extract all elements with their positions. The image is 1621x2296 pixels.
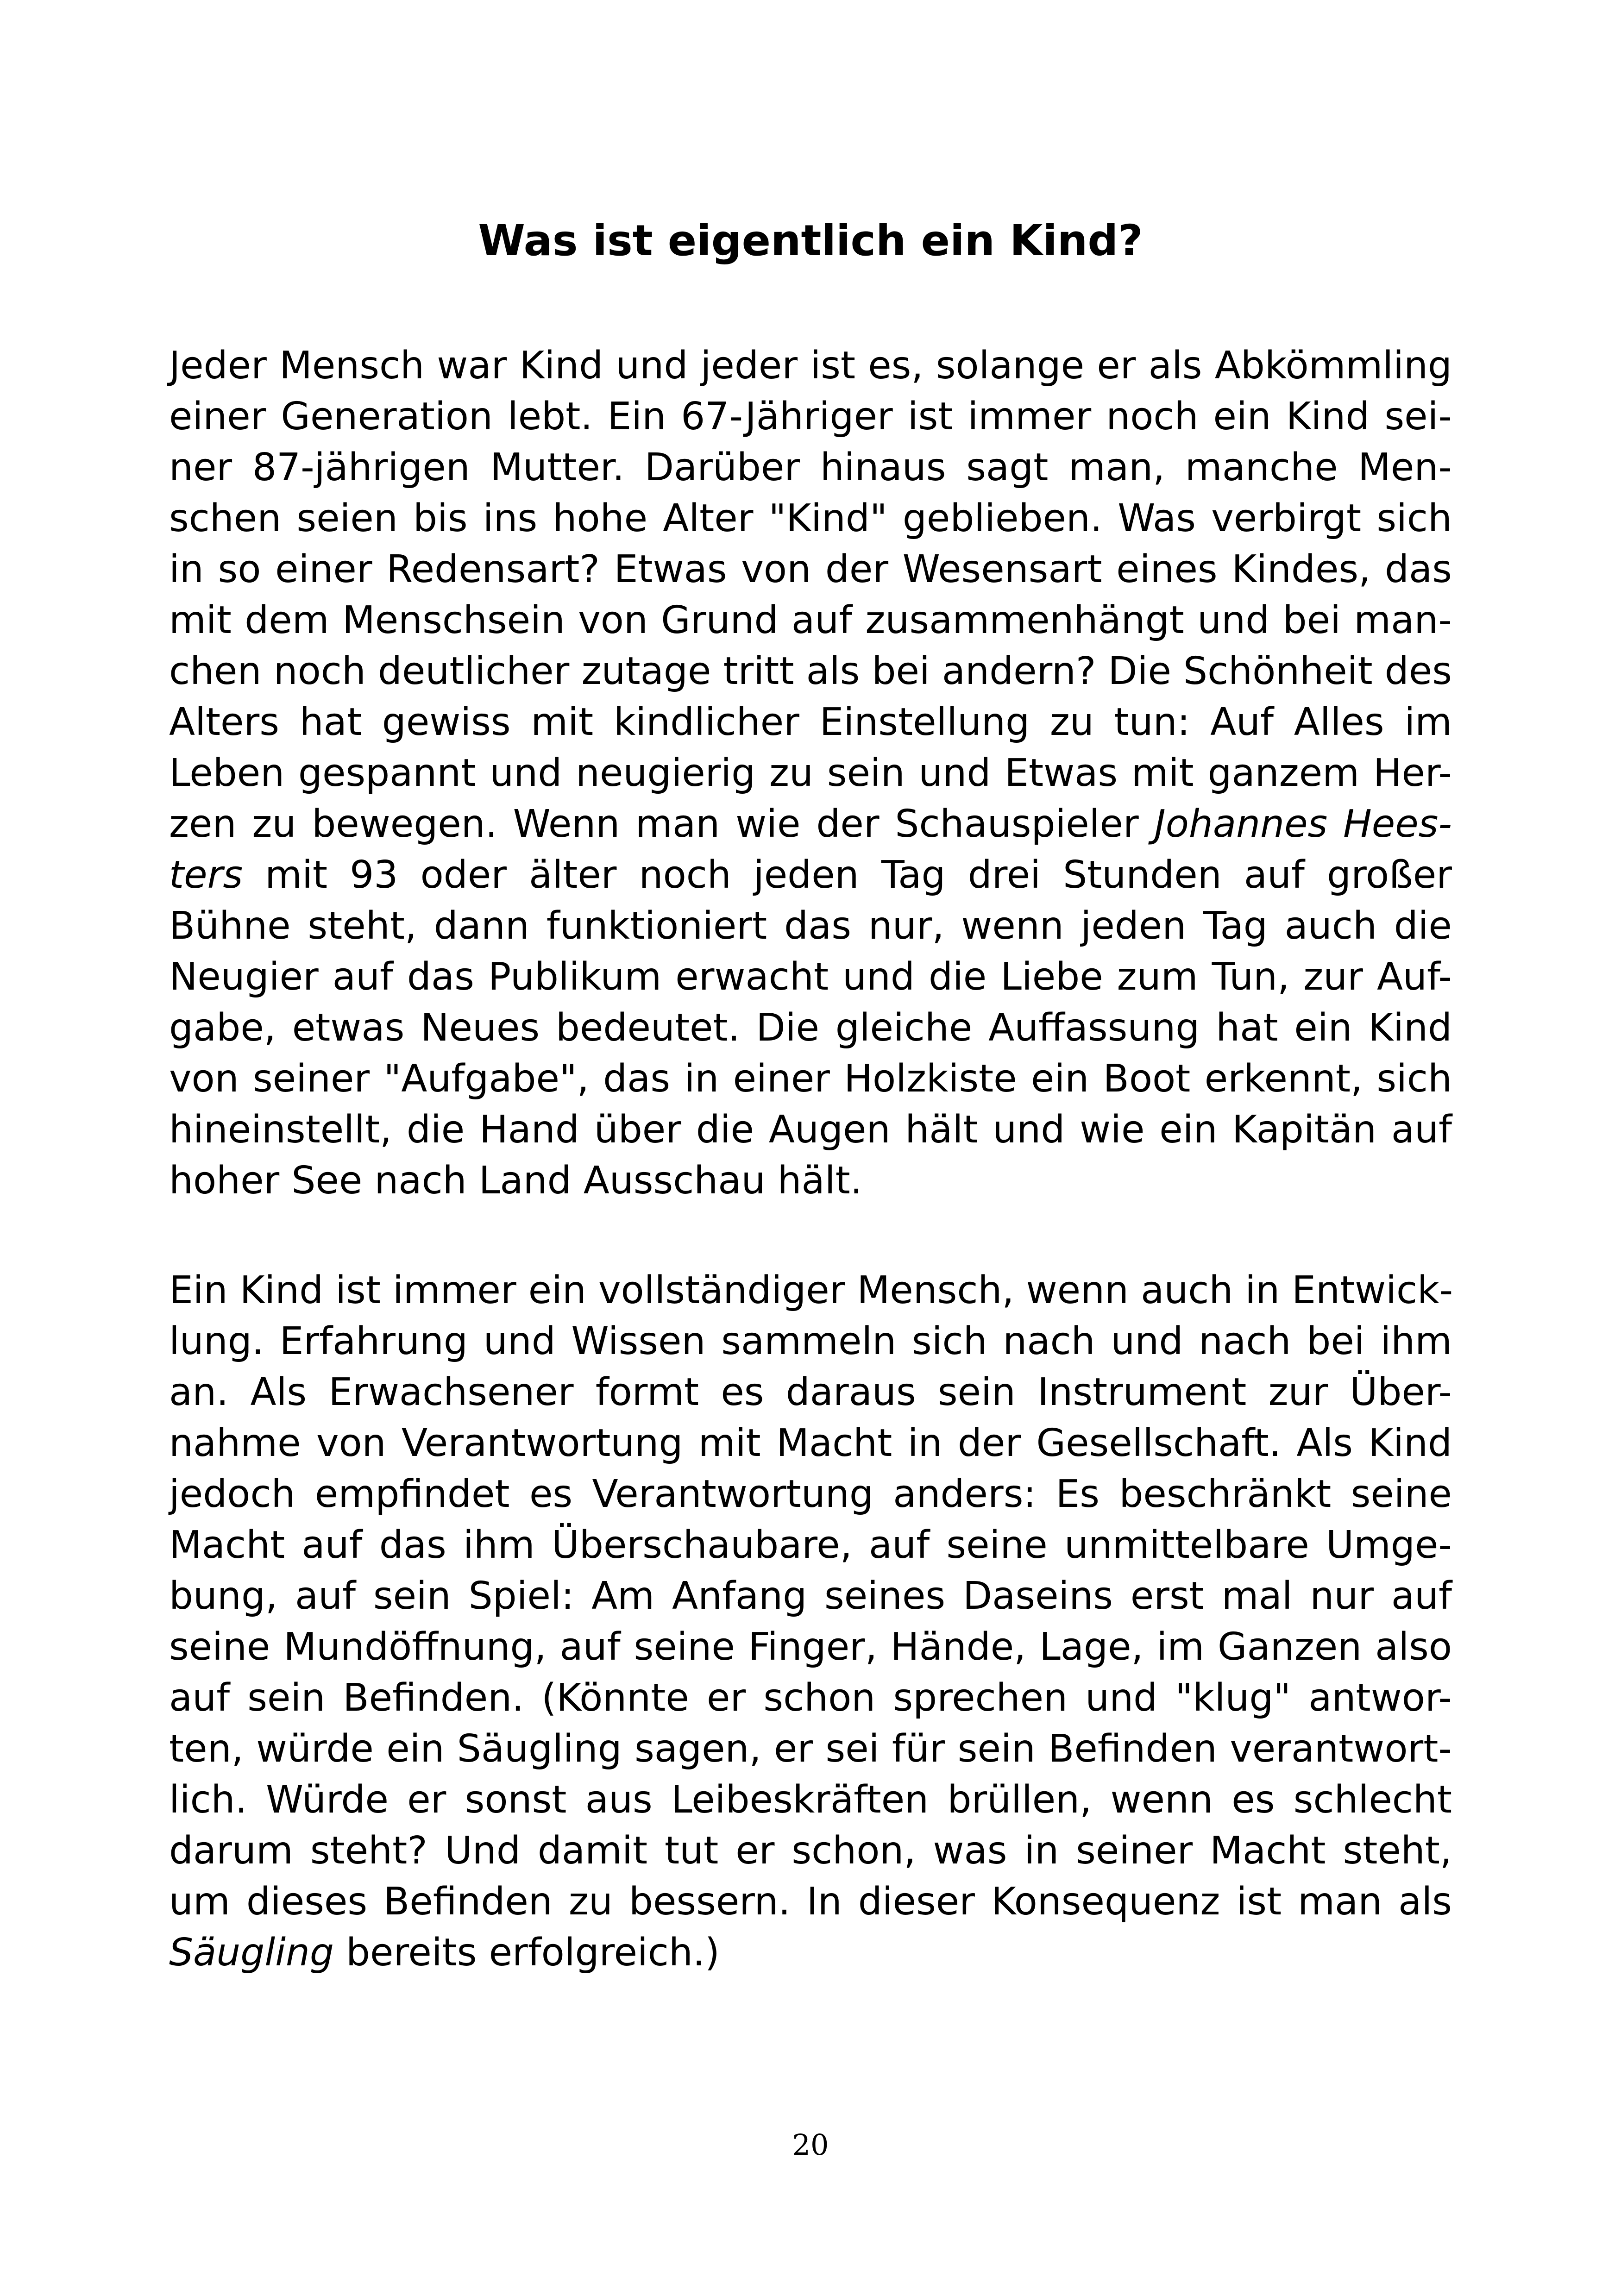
text-run: mit 93 oder älter noch jeden Tag drei Stunden auf großer: [243, 853, 1452, 897]
text-line: Alters hat gewiss mit kindlicher Einstellung zu tun: Auf Alles im: [169, 700, 1452, 744]
text-line: Ein Kind ist immer ein vollständiger Mensch, wenn auch in Entwick-: [169, 1268, 1453, 1312]
text-line: in so einer Redensart? Etwas von der Wesensart eines Kindes, das: [169, 547, 1452, 591]
italic-word: Säugling: [169, 1931, 334, 1975]
text-line: mit dem Menschsein von Grund auf zusammenhängt und bei man-: [169, 598, 1452, 642]
text-line: nahme von Verantwortung mit Macht in der Gesellschaft. Als Kind: [169, 1421, 1452, 1465]
text-line: chen noch deutlicher zutage tritt als bei andern? Die Schönheit des: [169, 649, 1452, 693]
text-line: schen seien bis ins hohe Alter "Kind" geblieben. Was verbirgt sich: [169, 496, 1452, 540]
page-number: 20: [792, 2128, 829, 2162]
text-line: jedoch empfindet es Verantwortung anders: Es beschränkt seine: [169, 1472, 1452, 1516]
text-line: hineinstellt, die Hand über die Augen hält und wie ein Kapitän auf: [169, 1108, 1452, 1152]
text-line: darum steht? Und damit tut er schon, was in seiner Macht steht,: [169, 1829, 1452, 1873]
paragraph-1: [169, 340, 1452, 1206]
text-run: bereits erfolgreich.): [333, 1931, 720, 1975]
text-line: seine Mundöffnung, auf seine Finger, Hände, Lage, im Ganzen also: [169, 1625, 1452, 1669]
paragraph-2: [169, 1265, 1452, 1978]
text-line: bung, auf sein Spiel: Am Anfang seines Daseins erst mal nur auf: [169, 1574, 1452, 1618]
text-line: hoher See nach Land Ausschau hält.: [169, 1159, 862, 1203]
text-line: ner 87-jährigen Mutter. Darüber hinaus sagt man, manche Men-: [169, 445, 1452, 489]
text-line: Jeder Mensch war Kind und jeder ist es, solange er als Abkömmling: [169, 344, 1452, 388]
text-line: einer Generation lebt. Ein 67-Jähriger ist immer noch ein Kind sei-: [169, 395, 1452, 439]
text-line: lung. Erfahrung und Wissen sammeln sich nach und nach bei ihm: [169, 1319, 1452, 1363]
italic-name: Johannes Hees-: [1154, 802, 1452, 846]
text-line: um dieses Befinden zu bessern. In dieser Konsequenz ist man als: [169, 1880, 1452, 1924]
text-line: lich. Würde er sonst aus Leibeskräften brüllen, wenn es schlecht: [169, 1778, 1452, 1822]
text-line-with-italic: [169, 1927, 1452, 1978]
text-line-with-italic: [169, 799, 1452, 850]
text-line: ten, würde ein Säugling sagen, er sei für sein Befinden verantwort-: [169, 1727, 1452, 1771]
text-run: zen zu bewegen. Wenn man wie der Schauspieler: [169, 802, 1155, 846]
text-line: an. Als Erwachsener formt es daraus sein Instrument zur Über-: [169, 1370, 1452, 1414]
text-line-with-italic: [169, 850, 1452, 901]
text-line: Neugier auf das Publikum erwacht und die Liebe zum Tun, zur Auf-: [169, 955, 1452, 999]
italic-name: ters: [169, 853, 243, 897]
text-line: auf sein Befinden. (Könnte er schon sprechen und "klug" antwor-: [169, 1676, 1452, 1720]
text-line: Bühne steht, dann funktioniert das nur, wenn jeden Tag auch die: [169, 904, 1452, 948]
page-title: Was ist eigentlich ein Kind?: [478, 216, 1143, 265]
text-line: Leben gespannt und neugierig zu sein und Etwas mit ganzem Her-: [169, 751, 1452, 795]
text-line: gabe, etwas Neues bedeutet. Die gleiche Auffassung hat ein Kind: [169, 1006, 1452, 1050]
text-line: Macht auf das ihm Überschaubare, auf seine unmittelbare Umge-: [169, 1523, 1452, 1567]
text-line: von seiner "Aufgabe", das in einer Holzkiste ein Boot erkennt, sich: [169, 1057, 1452, 1101]
